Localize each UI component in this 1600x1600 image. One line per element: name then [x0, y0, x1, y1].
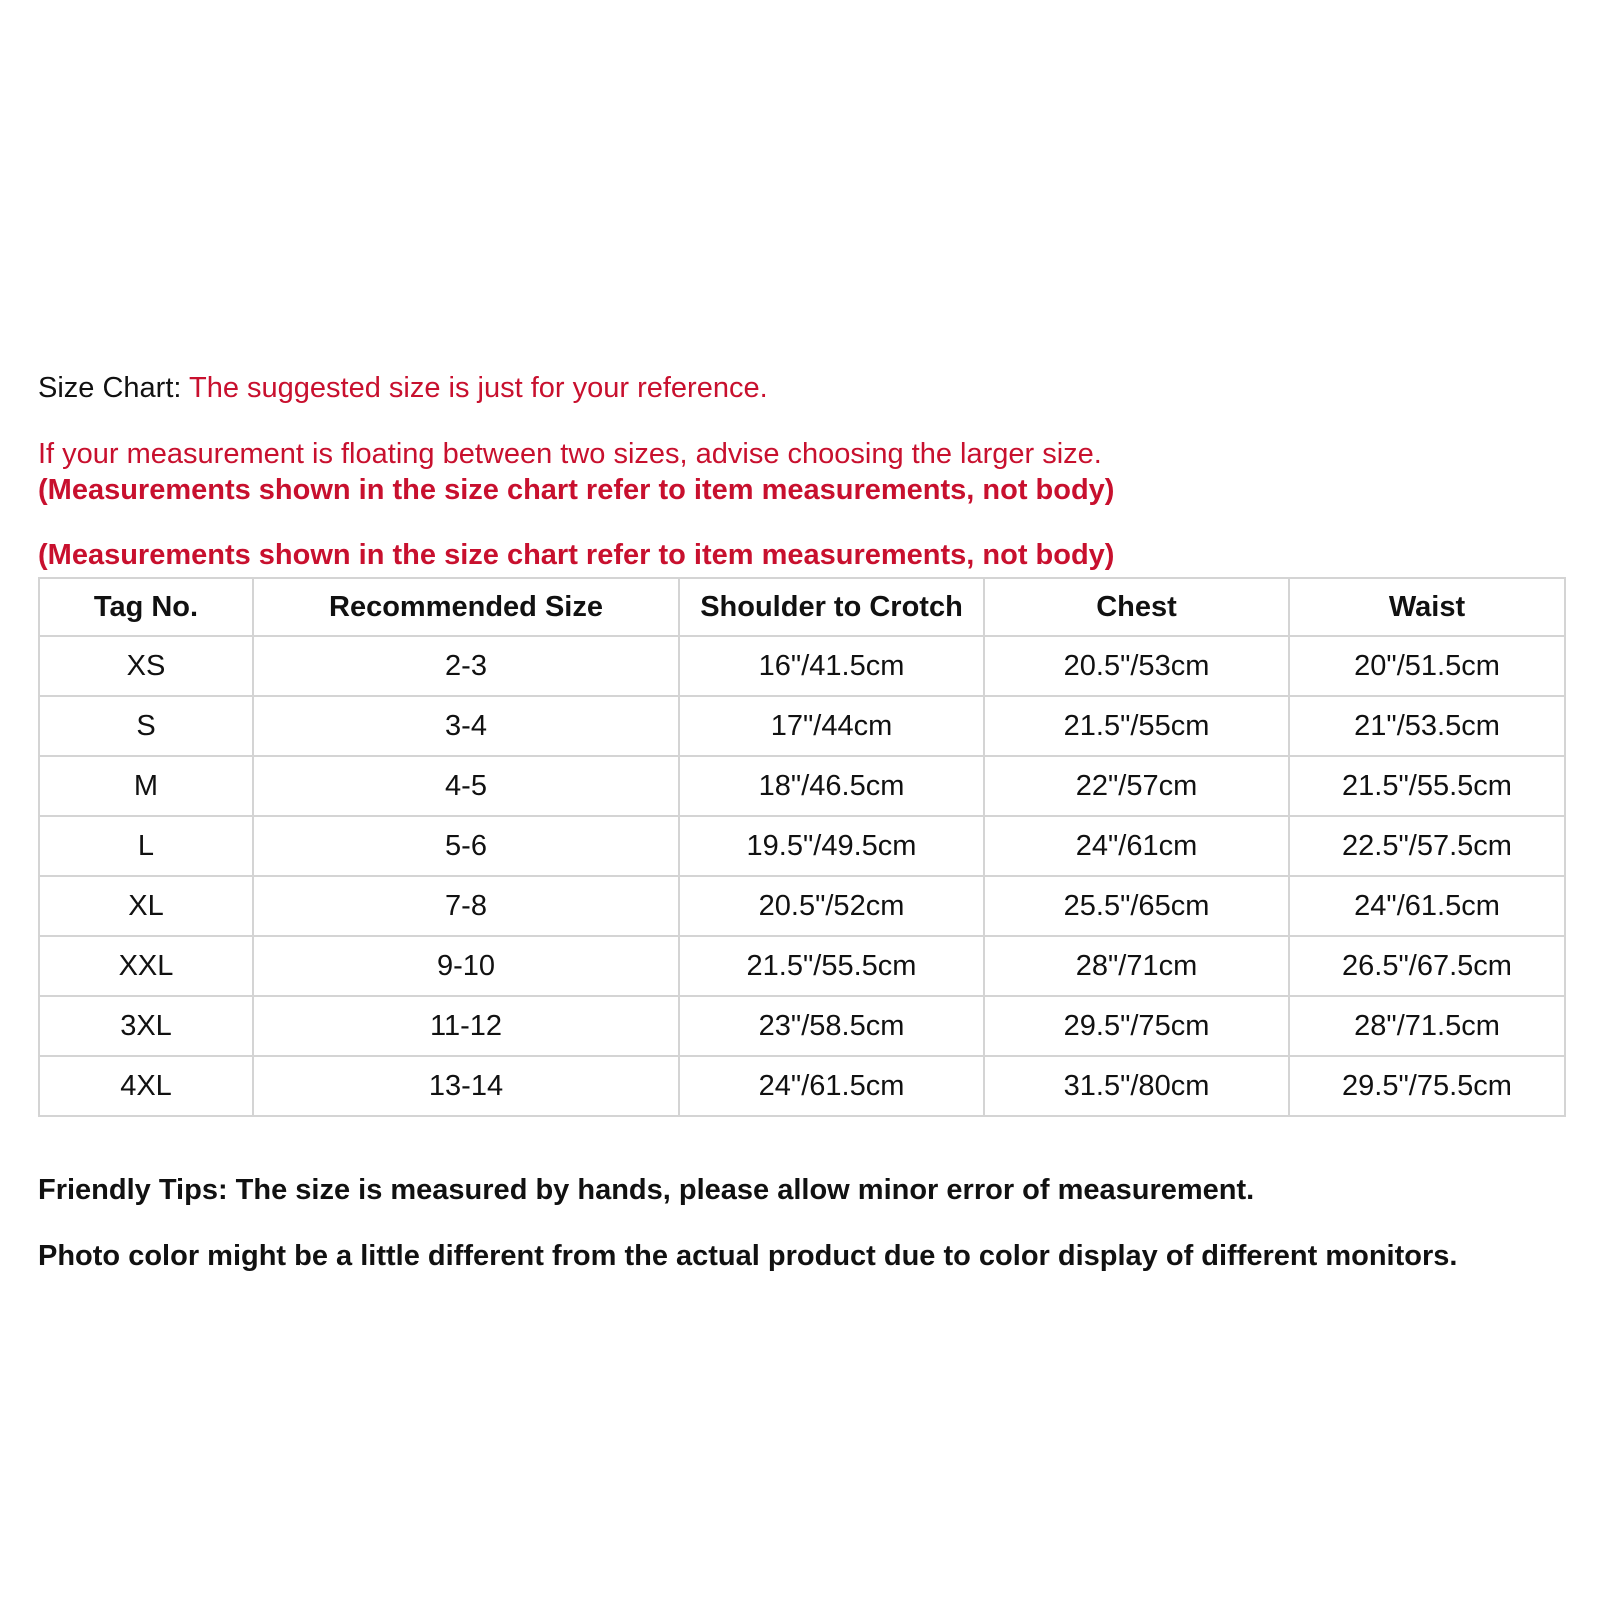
table-row	[39, 1056, 1565, 1116]
cell-recommended: 3-4	[253, 696, 679, 756]
cell-waist: 26.5"/67.5cm	[1289, 936, 1565, 996]
cell-waist: 21.5"/55.5cm	[1289, 756, 1565, 816]
photo-color-note: Photo color might be a little different from the actual product due to color display of different monitors.	[38, 1240, 1458, 1272]
size-chart-heading	[38, 371, 768, 405]
cell-waist: 21"/53.5cm	[1289, 696, 1565, 756]
cell-tag: XXL	[39, 936, 253, 996]
cell-waist: 24"/61.5cm	[1289, 876, 1565, 936]
cell-shoulder: 24"/61.5cm	[679, 1056, 984, 1116]
cell-recommended: 4-5	[253, 756, 679, 816]
header-chest: Chest	[984, 578, 1289, 636]
table-header-row	[39, 578, 1565, 636]
table-row	[39, 696, 1565, 756]
table-row	[39, 996, 1565, 1056]
measurement-note-2: (Measurements shown in the size chart refer to item measurements, not body)	[38, 539, 1115, 571]
cell-tag: M	[39, 756, 253, 816]
cell-tag: L	[39, 816, 253, 876]
cell-tag: S	[39, 696, 253, 756]
size-chart-subtitle: The suggested size is just for your reference.	[188, 372, 768, 404]
friendly-tips: Friendly Tips: The size is measured by hands, please allow minor error of measurement.	[38, 1174, 1255, 1206]
cell-tag: 4XL	[39, 1056, 253, 1116]
title-separator: :	[173, 372, 189, 404]
cell-chest: 22"/57cm	[984, 756, 1289, 816]
table-row	[39, 756, 1565, 816]
cell-tag: 3XL	[39, 996, 253, 1056]
cell-shoulder: 21.5"/55.5cm	[679, 936, 984, 996]
table-row	[39, 816, 1565, 876]
cell-recommended: 7-8	[253, 876, 679, 936]
header-waist: Waist	[1289, 578, 1565, 636]
cell-recommended: 2-3	[253, 636, 679, 696]
cell-shoulder: 23"/58.5cm	[679, 996, 984, 1056]
table-row	[39, 876, 1565, 936]
cell-recommended: 13-14	[253, 1056, 679, 1116]
cell-shoulder: 17"/44cm	[679, 696, 984, 756]
cell-chest: 20.5"/53cm	[984, 636, 1289, 696]
header-tag-no: Tag No.	[39, 578, 253, 636]
cell-shoulder: 16"/41.5cm	[679, 636, 984, 696]
cell-shoulder: 19.5"/49.5cm	[679, 816, 984, 876]
header-recommended-size: Recommended Size	[253, 578, 679, 636]
cell-chest: 29.5"/75cm	[984, 996, 1289, 1056]
cell-tag: XS	[39, 636, 253, 696]
cell-recommended: 9-10	[253, 936, 679, 996]
floating-size-note: If your measurement is floating between two sizes, advise choosing the larger size.	[38, 438, 1102, 470]
cell-chest: 24"/61cm	[984, 816, 1289, 876]
cell-chest: 21.5"/55cm	[984, 696, 1289, 756]
size-table	[38, 577, 1566, 1117]
cell-chest: 25.5"/65cm	[984, 876, 1289, 936]
header-shoulder-to-crotch: Shoulder to Crotch	[679, 578, 984, 636]
cell-chest: 28"/71cm	[984, 936, 1289, 996]
cell-tag: XL	[39, 876, 253, 936]
cell-shoulder: 20.5"/52cm	[679, 876, 984, 936]
size-chart-label: Size Chart	[38, 372, 174, 404]
cell-recommended: 11-12	[253, 996, 679, 1056]
cell-chest: 31.5"/80cm	[984, 1056, 1289, 1116]
cell-waist: 22.5"/57.5cm	[1289, 816, 1565, 876]
measurement-note-1: (Measurements shown in the size chart refer to item measurements, not body)	[38, 474, 1115, 506]
cell-shoulder: 18"/46.5cm	[679, 756, 984, 816]
cell-waist: 28"/71.5cm	[1289, 996, 1565, 1056]
cell-waist: 20"/51.5cm	[1289, 636, 1565, 696]
cell-recommended: 5-6	[253, 816, 679, 876]
table-row	[39, 936, 1565, 996]
table-row	[39, 636, 1565, 696]
cell-waist: 29.5"/75.5cm	[1289, 1056, 1565, 1116]
